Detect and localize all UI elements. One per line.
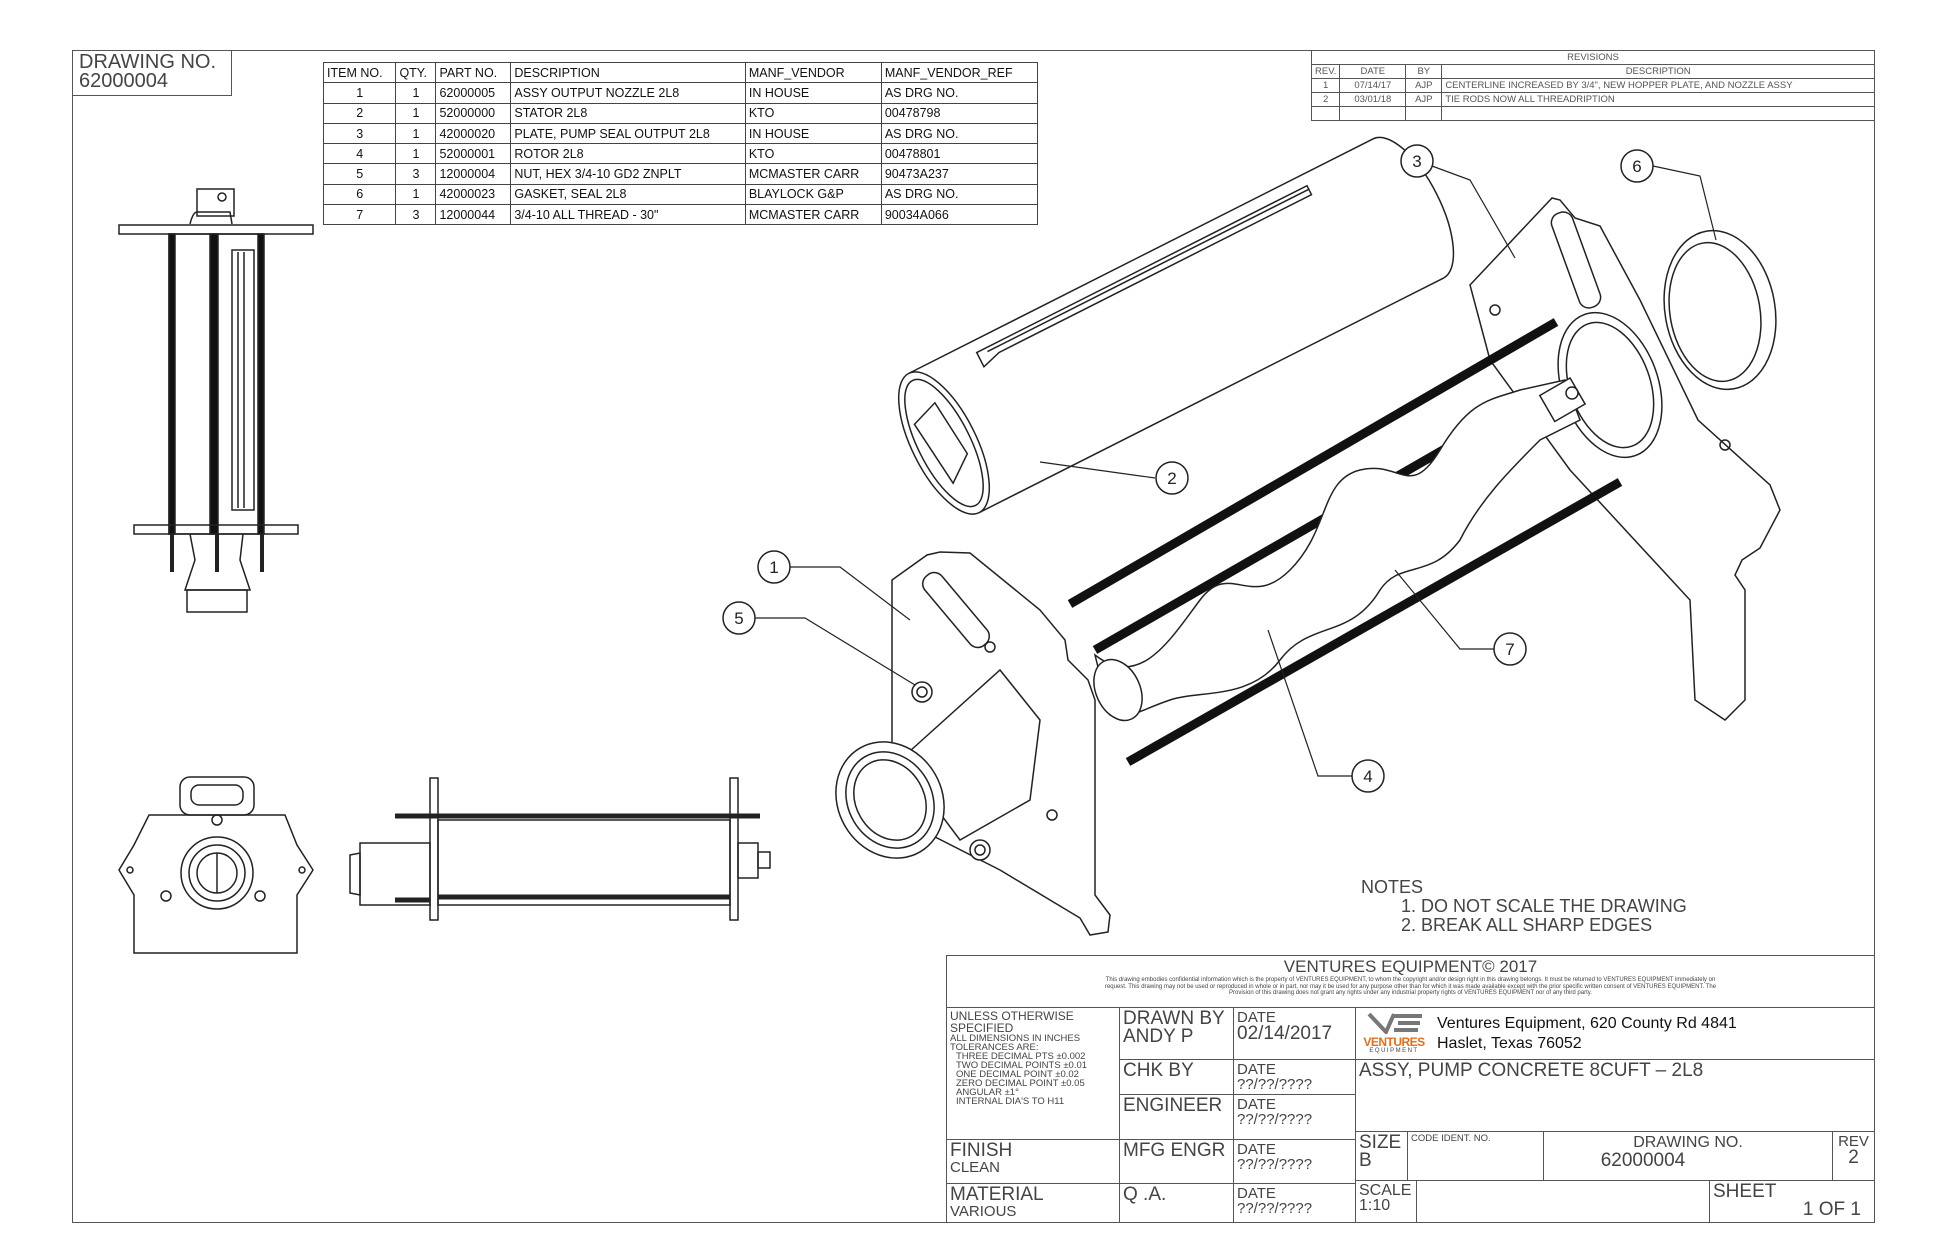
rev-header: REV. bbox=[1312, 65, 1340, 79]
revision-cell: AJP bbox=[1406, 79, 1442, 93]
bom-header: PART NO. bbox=[436, 63, 511, 83]
hex-nut bbox=[970, 840, 990, 860]
front-view bbox=[119, 777, 313, 953]
rev-label: REV bbox=[1838, 1133, 1869, 1150]
tol-item: INTERNAL DIA'S TO H11 bbox=[956, 1096, 1065, 1107]
bom-cell: 1 bbox=[396, 103, 436, 123]
bom-header: ITEM NO. bbox=[324, 63, 396, 83]
bom-header: MANF_VENDOR bbox=[745, 63, 881, 83]
tol-line: ALL DIMENSIONS IN INCHES bbox=[950, 1033, 1081, 1044]
drawn-by-value: ANDY P bbox=[1123, 1026, 1194, 1047]
note-item: 2. BREAK ALL SHARP EDGES bbox=[1401, 915, 1653, 935]
code-ident-label: CODE IDENT. NO. bbox=[1411, 1133, 1491, 1144]
finish-value: CLEAN bbox=[950, 1159, 1001, 1176]
drawing-number-label: DRAWING NO. bbox=[79, 51, 217, 73]
address-line: Haslet, Texas 76052 bbox=[1437, 1034, 1582, 1052]
bom-cell: ROTOR 2L8 bbox=[511, 144, 745, 164]
engineer-cell bbox=[1119, 1094, 1234, 1140]
mfg-date-cell bbox=[1233, 1139, 1356, 1184]
drawing-no-cell bbox=[1543, 1131, 1833, 1181]
bom-cell: 1 bbox=[396, 184, 436, 204]
material-label: MATERIAL bbox=[950, 1184, 1044, 1205]
balloon-label: 6 bbox=[1632, 157, 1642, 176]
finish-cell bbox=[946, 1139, 1120, 1184]
drawing-no-label: DRAWING NO. bbox=[1633, 1134, 1743, 1151]
engineer-label: ENGINEER bbox=[1123, 1095, 1223, 1116]
scale-value: 1:10 bbox=[1359, 1197, 1391, 1214]
tol-item: THREE DECIMAL PTS ±0.002 bbox=[956, 1051, 1086, 1062]
company-copyright: VENTURES EQUIPMENT© 2017 bbox=[1283, 957, 1538, 976]
bom-cell: 1 bbox=[396, 123, 436, 143]
tol-line: TOLERANCES ARE: bbox=[950, 1042, 1039, 1053]
company-logo-cell bbox=[1355, 1007, 1875, 1060]
sheet-cell bbox=[1709, 1180, 1875, 1223]
bom-cell: STATOR 2L8 bbox=[511, 103, 745, 123]
size-cell bbox=[1355, 1131, 1408, 1181]
rev-value: 2 bbox=[1848, 1147, 1859, 1168]
tol-line: UNLESS OTHERWISE bbox=[950, 1009, 1074, 1023]
drawn-date-cell bbox=[1233, 1007, 1356, 1060]
bom-cell: PLATE, PUMP SEAL OUTPUT 2L8 bbox=[511, 123, 745, 143]
tol-item: ZERO DECIMAL POINT ±0.05 bbox=[956, 1078, 1085, 1089]
drawn-by-label: DRAWN BY bbox=[1123, 1008, 1225, 1029]
notes bbox=[1361, 878, 1687, 935]
date-value: ??/??/???? bbox=[1237, 1111, 1313, 1128]
material-cell bbox=[946, 1183, 1120, 1223]
date-value: ??/??/???? bbox=[1237, 1200, 1313, 1217]
drawn-by-cell bbox=[1119, 1007, 1234, 1060]
drawn-date-value: 02/14/2017 bbox=[1237, 1023, 1333, 1044]
sheet-value: 1 OF 1 bbox=[1802, 1199, 1861, 1220]
bom-cell: 1 bbox=[396, 144, 436, 164]
qa-date-cell bbox=[1233, 1183, 1356, 1223]
size-value: B bbox=[1359, 1150, 1372, 1171]
bom-cell: 42000023 bbox=[436, 184, 511, 204]
bom-cell: 3 bbox=[324, 123, 396, 143]
bom-cell: 1 bbox=[324, 83, 396, 103]
bom-cell: KTO bbox=[745, 144, 881, 164]
title-block-header bbox=[946, 955, 1875, 1008]
mfg-engr-cell bbox=[1119, 1139, 1234, 1184]
balloon-label: 4 bbox=[1363, 767, 1373, 786]
balloon-label: 3 bbox=[1412, 152, 1422, 171]
bom-cell: MCMASTER CARR bbox=[745, 205, 881, 225]
drawing-number-value: 62000004 bbox=[79, 70, 168, 92]
bom-cell: IN HOUSE bbox=[745, 83, 881, 103]
tolerances-block bbox=[946, 1007, 1120, 1140]
chk-by-label: CHK BY bbox=[1123, 1060, 1194, 1081]
rev-header: DATE bbox=[1340, 65, 1406, 79]
date-value: ??/??/???? bbox=[1237, 1076, 1313, 1093]
finish-label: FINISH bbox=[950, 1140, 1013, 1161]
bom-cell: 62000005 bbox=[436, 83, 511, 103]
balloon-label: 7 bbox=[1505, 640, 1515, 659]
revision-cell: TIE RODS NOW ALL THREADRIPTION bbox=[1442, 93, 1875, 107]
revision-cell: 2 bbox=[1312, 93, 1340, 107]
qa-cell bbox=[1119, 1183, 1234, 1223]
chk-date-cell bbox=[1233, 1059, 1356, 1095]
blank-cell bbox=[1416, 1180, 1710, 1223]
bom-cell: 12000004 bbox=[436, 164, 511, 184]
drawing-title: ASSY, PUMP CONCRETE 8CUFT – 2L8 bbox=[1359, 1060, 1704, 1081]
bom-cell: 42000020 bbox=[436, 123, 511, 143]
revision-cell: CENTERLINE INCREASED BY 3/4", NEW HOPPER PLATE, AND NOZZLE ASSY bbox=[1442, 79, 1875, 93]
revision-cell: 07/14/17 bbox=[1340, 79, 1406, 93]
material-value: VARIOUS bbox=[950, 1203, 1017, 1220]
date-label: DATE bbox=[1237, 1061, 1276, 1078]
logo-subtext: EQUIPMENT bbox=[1369, 1048, 1419, 1054]
side-view bbox=[350, 778, 770, 920]
bom-cell: MCMASTER CARR bbox=[745, 164, 881, 184]
rev-header: DESCRIPTION bbox=[1442, 65, 1875, 79]
bom-cell: AS DRG NO. bbox=[881, 83, 1037, 103]
bom-cell: NUT, HEX 3/4-10 GD2 ZNPLT bbox=[511, 164, 745, 184]
rev-cell bbox=[1832, 1131, 1875, 1181]
date-label: DATE bbox=[1237, 1009, 1276, 1026]
bom-cell: 90034A066 bbox=[881, 205, 1037, 225]
bom-cell: 52000001 bbox=[436, 144, 511, 164]
tol-item: TWO DECIMAL POINTS ±0.01 bbox=[956, 1060, 1088, 1071]
bom-cell: 00478801 bbox=[881, 144, 1037, 164]
revisions-title: REVISIONS bbox=[1312, 51, 1875, 65]
mfg-engr-label: MFG ENGR bbox=[1123, 1140, 1226, 1161]
bom-header: QTY. bbox=[396, 63, 436, 83]
logo-text: VENTURES bbox=[1363, 1035, 1425, 1049]
bom-cell: 6 bbox=[324, 184, 396, 204]
revision-cell: AJP bbox=[1406, 93, 1442, 107]
revision-cell: 1 bbox=[1312, 79, 1340, 93]
bom-cell: 3 bbox=[396, 164, 436, 184]
date-value: ??/??/???? bbox=[1237, 1156, 1313, 1173]
bom-cell: 90473A237 bbox=[881, 164, 1037, 184]
balloon-label: 2 bbox=[1167, 469, 1177, 488]
size-label: SIZE bbox=[1359, 1132, 1402, 1153]
bom-cell: 52000000 bbox=[436, 103, 511, 123]
balloon-label: 1 bbox=[769, 558, 779, 577]
bom-cell: 3 bbox=[396, 205, 436, 225]
drawing-no-value: 62000004 bbox=[1600, 1150, 1686, 1171]
bom-cell: AS DRG NO. bbox=[881, 184, 1037, 204]
bom-cell: GASKET, SEAL 2L8 bbox=[511, 184, 745, 204]
scale-label: SCALE bbox=[1359, 1182, 1412, 1199]
tol-item: ONE DECIMAL POINT ±0.02 bbox=[956, 1069, 1079, 1080]
ventures-logo bbox=[1359, 1012, 1429, 1055]
engineer-date-cell bbox=[1233, 1094, 1356, 1140]
balloon-label: 5 bbox=[734, 609, 744, 628]
bom-header: DESCRIPTION bbox=[511, 63, 745, 83]
bom-cell: KTO bbox=[745, 103, 881, 123]
bom-cell: 5 bbox=[324, 164, 396, 184]
scale-cell bbox=[1355, 1180, 1417, 1223]
bom-cell: 12000044 bbox=[436, 205, 511, 225]
bom-cell: 00478798 bbox=[881, 103, 1037, 123]
note-item: 1. DO NOT SCALE THE DRAWING bbox=[1401, 896, 1687, 916]
rev-header: BY bbox=[1406, 65, 1442, 79]
drawing-title-cell bbox=[1355, 1059, 1875, 1132]
isometric-view bbox=[755, 124, 1788, 935]
date-label: DATE bbox=[1237, 1096, 1276, 1113]
top-view bbox=[119, 189, 313, 612]
bom-cell: 4 bbox=[324, 144, 396, 164]
tol-line: SPECIFIED bbox=[950, 1021, 1014, 1035]
bom-cell: IN HOUSE bbox=[745, 123, 881, 143]
bom-cell: 3/4-10 ALL THREAD - 30" bbox=[511, 205, 745, 225]
bom-cell: BLAYLOCK G&P bbox=[745, 184, 881, 204]
bom-cell: ASSY OUTPUT NOZZLE 2L8 bbox=[511, 83, 745, 103]
bom-cell: 2 bbox=[324, 103, 396, 123]
ve-logo-icon bbox=[1364, 1012, 1424, 1034]
date-label: DATE bbox=[1237, 1141, 1276, 1158]
address-line: Ventures Equipment, 620 County Rd 4841 bbox=[1437, 1014, 1737, 1032]
revision-cell: 03/01/18 bbox=[1340, 93, 1406, 107]
sheet-label: SHEET bbox=[1713, 1181, 1777, 1202]
qa-label: Q .A. bbox=[1123, 1184, 1167, 1205]
code-ident-cell bbox=[1407, 1131, 1544, 1181]
bom-header: MANF_VENDOR_REF bbox=[881, 63, 1037, 83]
tol-item: ANGULAR ±1° bbox=[956, 1087, 1019, 1098]
bom-cell: 1 bbox=[396, 83, 436, 103]
confidentiality-notice: This drawing embodies confidential information which is the property of VENTURES EQUIPMENT, to whom the copyright and/or design right in this drawing belongs. It must be returned to VENTURES EQUIPMENT immediately on request. This drawing may not be used or reproduced in whole or in part, nor may it be used for any purpose other than for which it was made available except with the prior specific written consent of VENTURES EQUIPMENT. The Provision of this drawing does not grant any rights under any industrial property rights of VENTURES EQUIPMENT nor of any third party. bbox=[1104, 977, 1717, 996]
bom-cell: AS DRG NO. bbox=[881, 123, 1037, 143]
bom-cell: 7 bbox=[324, 205, 396, 225]
date-label: DATE bbox=[1237, 1185, 1276, 1202]
notes-title: NOTES bbox=[1361, 877, 1424, 897]
